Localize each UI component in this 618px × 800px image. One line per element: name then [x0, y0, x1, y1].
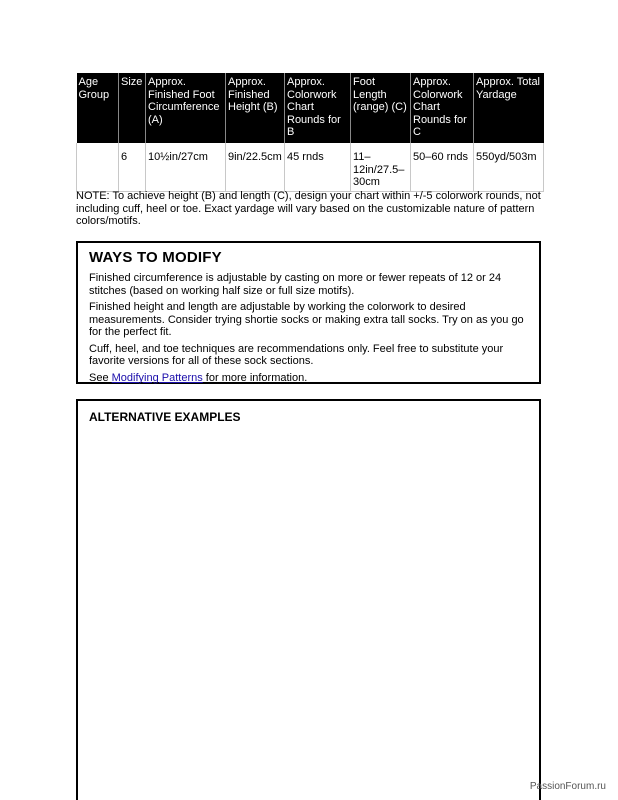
cell-age-group	[77, 143, 119, 192]
header-total-yardage: Approx. Total Yardage	[474, 73, 544, 143]
see-prefix: See	[89, 371, 112, 384]
ways-to-modify-box	[76, 241, 541, 384]
alternative-examples-box	[76, 399, 541, 800]
table-note: NOTE: To achieve height (B) and length (C), design your chart within +/-5 colorwork rounds, not including cuff, heel or toe. Exact yardage will vary based on the customizable nature of pattern colors/motifs.	[76, 190, 541, 227]
header-finished-height: Approx. Finished Height (B)	[226, 73, 285, 143]
alternative-examples-title: ALTERNATIVE EXAMPLES	[89, 410, 241, 424]
ways-to-modify-title: WAYS TO MODIFY	[89, 249, 222, 266]
cell-foot-length: 11–12in/27.5–30cm	[351, 143, 411, 192]
header-chart-rounds-b: Approx. Colorwork Chart Rounds for B	[285, 73, 351, 143]
table-row	[77, 143, 544, 192]
header-size: Size	[119, 73, 146, 143]
table-header-row	[77, 73, 544, 143]
header-foot-length: Foot Length (range) (C)	[351, 73, 411, 143]
size-table	[76, 73, 544, 192]
header-chart-rounds-c: Approx. Colorwork Chart Rounds for C	[411, 73, 474, 143]
cell-foot-circumference: 10½in/27cm	[146, 143, 226, 192]
modifying-patterns-link[interactable]: Modifying Patterns	[111, 371, 203, 384]
cell-total-yardage: 550yd/503m	[474, 143, 544, 192]
cell-finished-height: 9in/22.5cm	[226, 143, 285, 192]
watermark: PassionForum.ru	[529, 781, 606, 792]
cell-size: 6	[119, 143, 146, 192]
modify-paragraph-circumference: Finished circumference is adjustable by casting on more or fewer repeats of 12 or 24 stitches (based on working half size or full size motifs).	[89, 272, 502, 297]
header-foot-circumference: Approx. Finished Foot Circumference (A)	[146, 73, 226, 143]
cell-chart-rounds-b: 45 rnds	[285, 143, 351, 192]
modify-paragraph-techniques: Cuff, heel, and toe techniques are recommendations only. Feel free to substitute your favorite versions for all of these sock sections.	[89, 342, 504, 367]
header-age-group: Age Group	[77, 73, 119, 143]
see-suffix: for more information.	[202, 371, 308, 384]
modify-see-more	[89, 372, 529, 385]
modify-paragraph-height-length: Finished height and length are adjustable by working the colorwork to desired measurements. Consider trying shortie socks or making extra tall socks. Try on as you go for the perfect fit.	[89, 301, 524, 338]
cell-chart-rounds-c: 50–60 rnds	[411, 143, 474, 192]
